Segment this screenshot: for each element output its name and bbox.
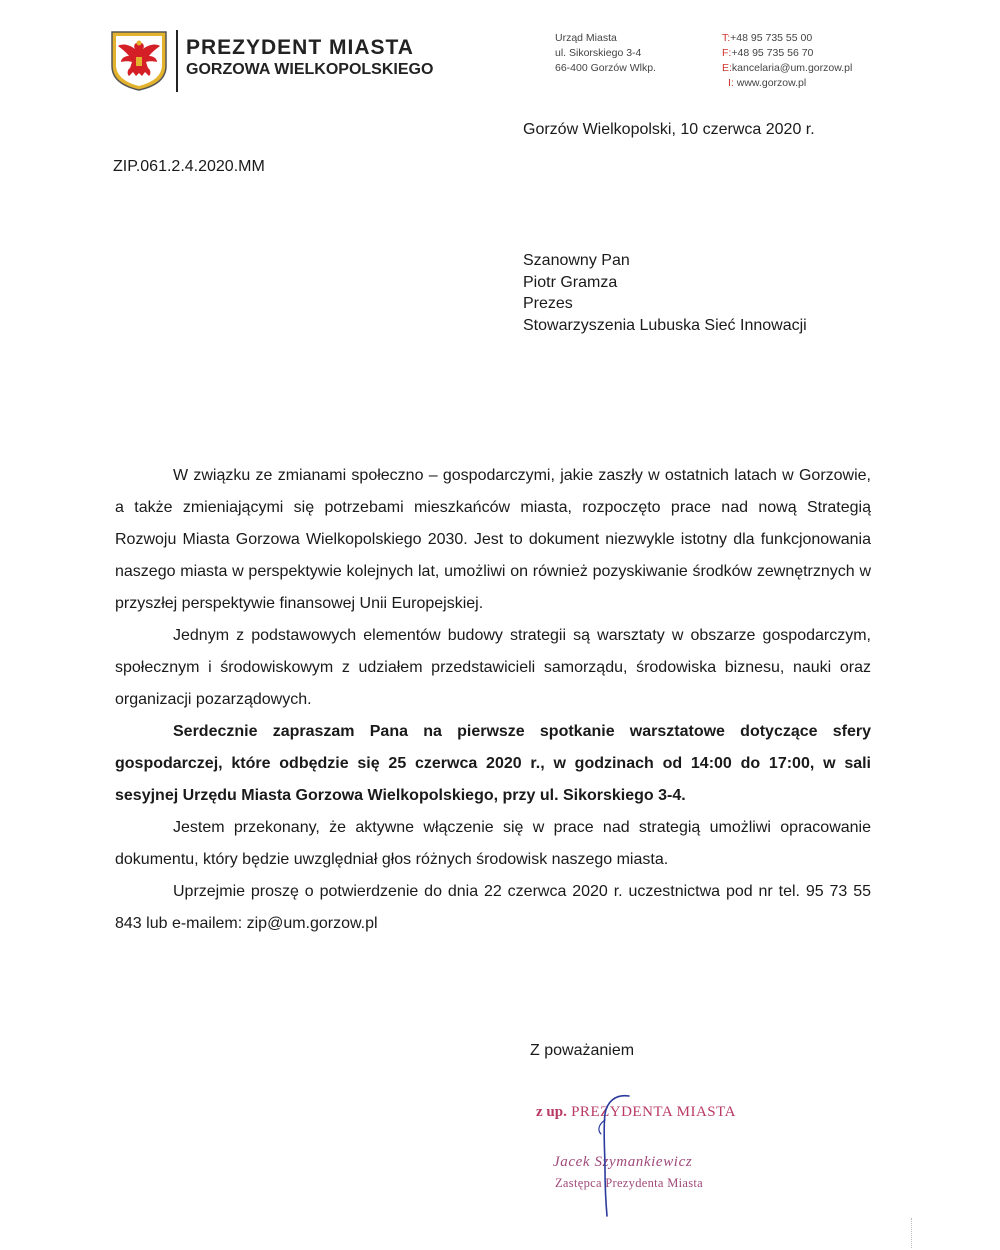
- letter-body: [115, 460, 871, 940]
- recipient-line: Stowarzyszenia Lubuska Sieć Innowacji: [523, 316, 807, 334]
- recipient-line: Szanowny Pan: [523, 252, 630, 269]
- stamp-title: z up. PREZYDENTA MIASTA: [536, 1104, 736, 1120]
- stamp-name: Jacek Szymankiewicz: [553, 1154, 693, 1170]
- letterhead-contact: [722, 31, 852, 91]
- reference-number: ZIP.061.2.4.2020.MM: [113, 158, 265, 175]
- stamp-role: Zastępca Prezydenta Miasta: [555, 1176, 704, 1190]
- margin-mark: [911, 1218, 913, 1248]
- letter-date: Gorzów Wielkopolski, 10 czerwca 2020 r.: [523, 121, 815, 138]
- contact-email: E:kancelaria@um.gorzow.pl: [722, 62, 853, 74]
- contact-phone: T:+48 95 735 55 00: [722, 32, 813, 44]
- contact-fax: F:+48 95 735 56 70: [722, 47, 814, 59]
- address-line: 66-400 Gorzów Wlkp.: [555, 62, 656, 74]
- body-paragraph: Uprzejmie proszę o potwierdzenie do dnia 22 czerwca 2020 r. uczestnictwa pod nr tel. 95 73 55 843 lub e-mailem: zip@um.gorzow.pl: [115, 883, 871, 932]
- letterhead-address: [555, 31, 656, 76]
- recipient-block: [523, 250, 807, 336]
- letterhead-divider: [176, 30, 178, 92]
- city-crest-icon: [110, 30, 168, 92]
- recipient-line: Piotr Gramza: [523, 273, 618, 291]
- closing-salutation: Z poważaniem: [530, 1042, 635, 1059]
- letterhead-title: PREZYDENT MIASTA: [186, 36, 414, 59]
- recipient-line: Prezes: [523, 295, 573, 312]
- contact-website: I: www.gorzow.pl: [728, 77, 807, 89]
- body-paragraph: Jednym z podstawowych elementów budowy strategii są warsztaty w obszarze gospodarczym, społecznym i środowiskowym z udziałem przedstawicieli samorządu, środowiska biznesu, nauki oraz organizacji pozarządowych.: [115, 627, 871, 708]
- invitation-paragraph: Serdecznie zapraszam Pana na pierwsze spotkanie warsztatowe dotyczące sfery gospodarczej, które odbędzie się 25 czerwca 2020 r., w godzinach od 14:00 do 17:00, w sali sesyjnej Urzędu Miasta Gorzowa Wielkopolskiego, przy ul. Sikorskiego 3-4.: [115, 723, 871, 804]
- letterhead-subtitle: GORZOWA WIELKOPOLSKIEGO: [186, 61, 434, 78]
- address-line: Urząd Miasta: [555, 32, 617, 44]
- handwritten-signature-icon: [585, 1090, 635, 1220]
- address-line: ul. Sikorskiego 3-4: [555, 47, 642, 59]
- body-paragraph: W związku ze zmianami społeczno – gospodarczymi, jakie zaszły w ostatnich latach w Gorzowie, a także zmieniającymi się potrzebami mieszkańców miasta, rozpoczęto prace nad nową Strategią Rozwoju Miasta Gorzowa Wielkopolskiego 2030. Jest to dokument niezwykle istotny dla funkcjonowania naszego miasta w perspektywie kolejnych lat, umożliwi on również pozyskiwanie środków zewnętrznych w przyszłej perspektywie finansowej Unii Europejskiej.: [115, 467, 871, 612]
- body-paragraph: Jestem przekonany, że aktywne włączenie się w prace nad strategią umożliwi opracowanie dokumentu, który będzie uwzględniał głos różnych środowisk naszego miasta.: [115, 819, 871, 868]
